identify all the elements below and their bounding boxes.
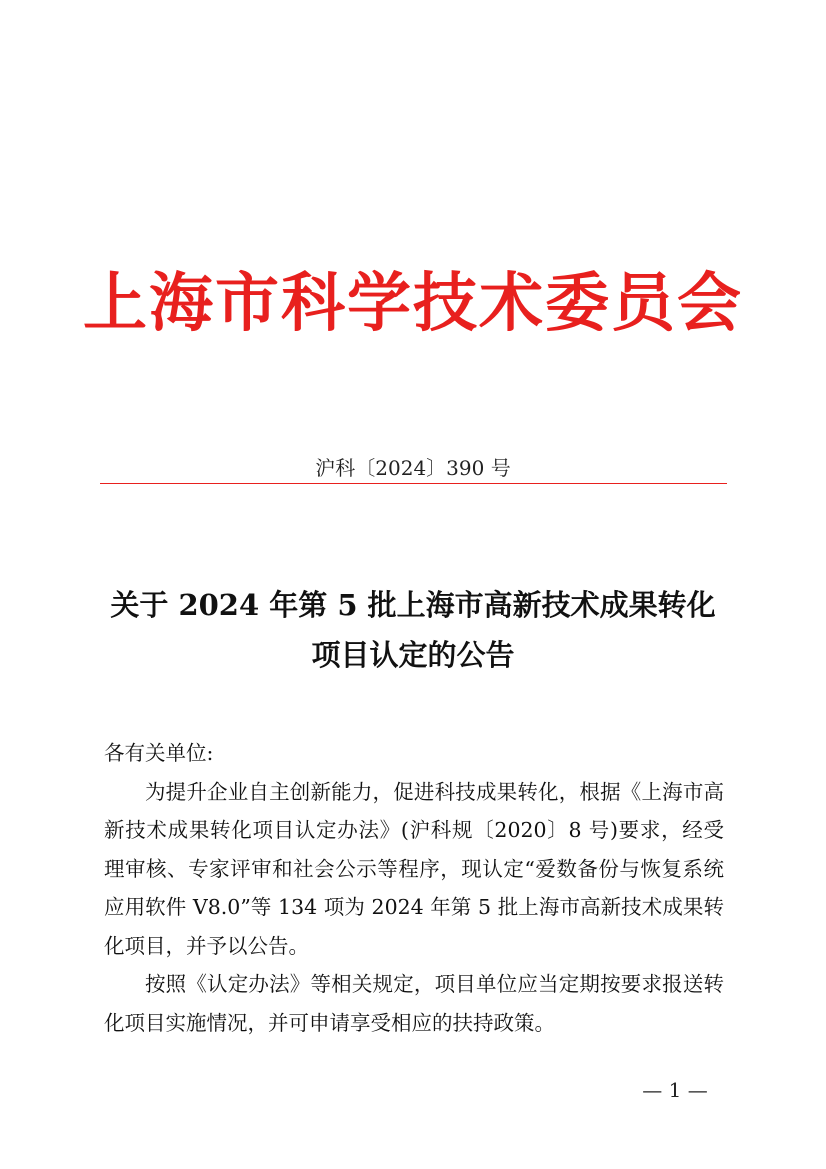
body-paragraph-1: 为提升企业自主创新能力，促进科技成果转化，根据《上海市高新技术成果转化项目认定办法》(沪科规〔2020〕8 号)要求，经受理审核、专家评审和社会公示等程序，现认定“爱数备份与恢复系统应用软件 V8.0”等 134 项为 2024 年第 5 批上海市高新技术成果转化项目，并予以公告。	[104, 779, 724, 958]
body-paragraph-2: 按照《认定办法》等相关规定，项目单位应当定期按要求报送转化项目实施情况，并可申请享受相应的扶持政策。	[104, 972, 724, 1035]
notice-title	[90, 580, 736, 680]
salutation: 各有关单位:	[104, 741, 214, 765]
notice-title-line-1: 关于 2024 年第 5 批上海市高新技术成果转化	[110, 588, 716, 622]
page-number: — 1 —	[642, 1078, 708, 1102]
notice-body	[104, 734, 724, 1042]
notice-title-line-2: 项目认定的公告	[311, 638, 515, 672]
issuing-organization-title: 上海市科学技术委员会	[83, 266, 743, 341]
document-number: 沪科〔2024〕390 号	[315, 456, 511, 480]
red-divider-line	[100, 483, 727, 484]
